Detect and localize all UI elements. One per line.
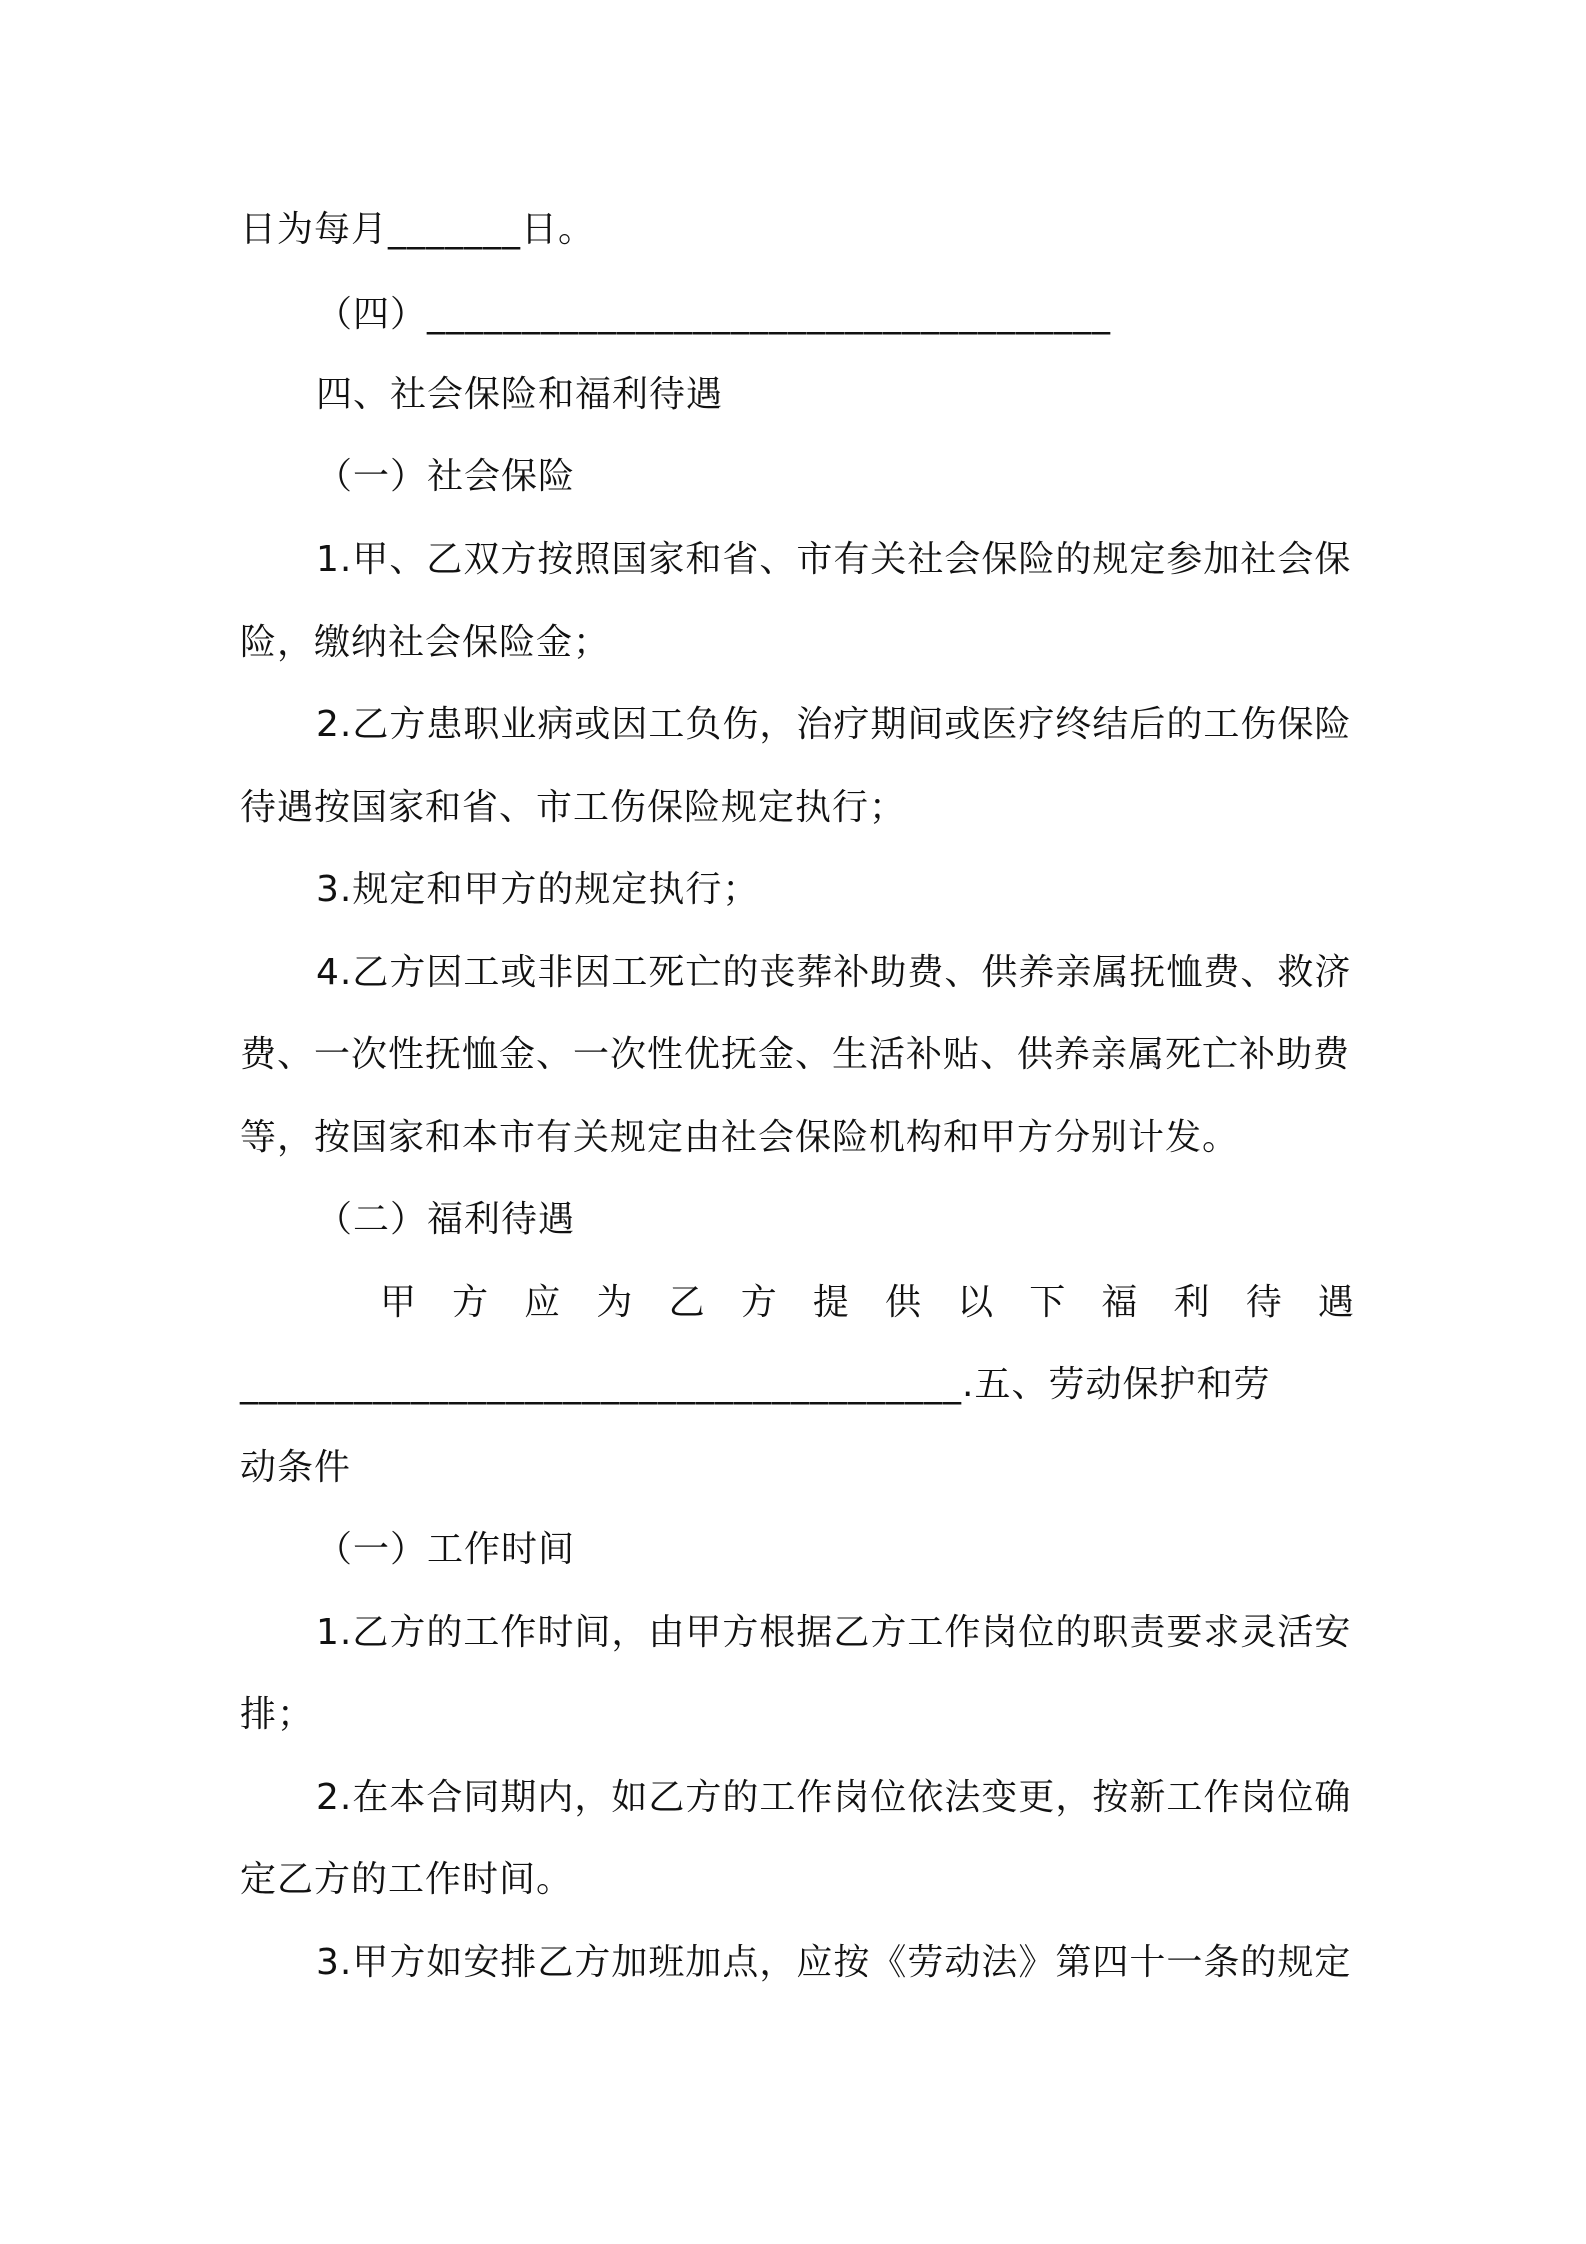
text-line: 1.乙方的工作时间，由甲方根据乙方工作岗位的职责要求灵活安: [316, 1612, 1352, 1653]
section-heading: 四、社会保险和福利待遇: [316, 374, 724, 415]
spread-character: 应: [524, 1282, 562, 1323]
text-line: 2.乙方患职业病或因工负伤，治疗期间或医疗终结后的工伤保险: [316, 704, 1352, 745]
spread-character: 待: [1245, 1282, 1283, 1323]
spread-character: 福: [1101, 1282, 1139, 1323]
text-line: 2.在本合同期内，如乙方的工作岗位依法变更，按新工作岗位确: [316, 1777, 1352, 1818]
subsection-heading: （二）福利待遇: [316, 1199, 576, 1240]
text-line: 排；: [240, 1694, 315, 1735]
text-line: 险，缴纳社会保险金；: [240, 622, 611, 663]
subsection-heading: （一）工作时间: [316, 1529, 576, 1570]
spread-character: 方: [740, 1282, 778, 1323]
text-line: 待遇按国家和省、市工伤保险规定执行；: [240, 787, 907, 828]
spread-character: 以: [957, 1282, 995, 1323]
text-line: 3.规定和甲方的规定执行；: [316, 869, 760, 910]
text-line: 动条件: [240, 1447, 352, 1488]
text-line: 日为每月_______日。: [240, 209, 596, 250]
subsection-heading: （一）社会保险: [316, 456, 576, 497]
spread-character: 提: [812, 1282, 850, 1323]
spread-character: 供: [884, 1282, 922, 1323]
spread-character: 下: [1029, 1282, 1067, 1323]
text-line: 等，按国家和本市有关规定由社会保险机构和甲方分别计发。: [240, 1117, 1240, 1158]
spread-character: 遇: [1317, 1282, 1355, 1323]
text-line: ______________________________________.五、劳动保护和劳: [240, 1364, 1271, 1405]
text-line: 4.乙方因工或非因工死亡的丧葬补助费、供养亲属抚恤费、救济: [316, 952, 1352, 993]
spread-character: 为: [596, 1282, 634, 1323]
text-line: 1.甲、乙双方按照国家和省、市有关社会保险的规定参加社会保: [316, 539, 1352, 580]
text-line: 费、一次性抚恤金、一次性优抚金、生活补贴、供养亲属死亡补助费: [240, 1034, 1351, 1075]
spread-character: 乙: [668, 1282, 706, 1323]
text-line: 3.甲方如安排乙方加班加点，应按《劳动法》第四十一条的规定: [316, 1942, 1352, 1983]
text-line: 定乙方的工作时间。: [240, 1859, 574, 1900]
text-line: （四）____________________________________: [316, 294, 1112, 335]
spread-character: 方: [452, 1282, 490, 1323]
spread-character: 甲: [380, 1282, 418, 1323]
spread-text-line: [380, 1278, 1355, 1328]
spread-character: 利: [1173, 1282, 1211, 1323]
